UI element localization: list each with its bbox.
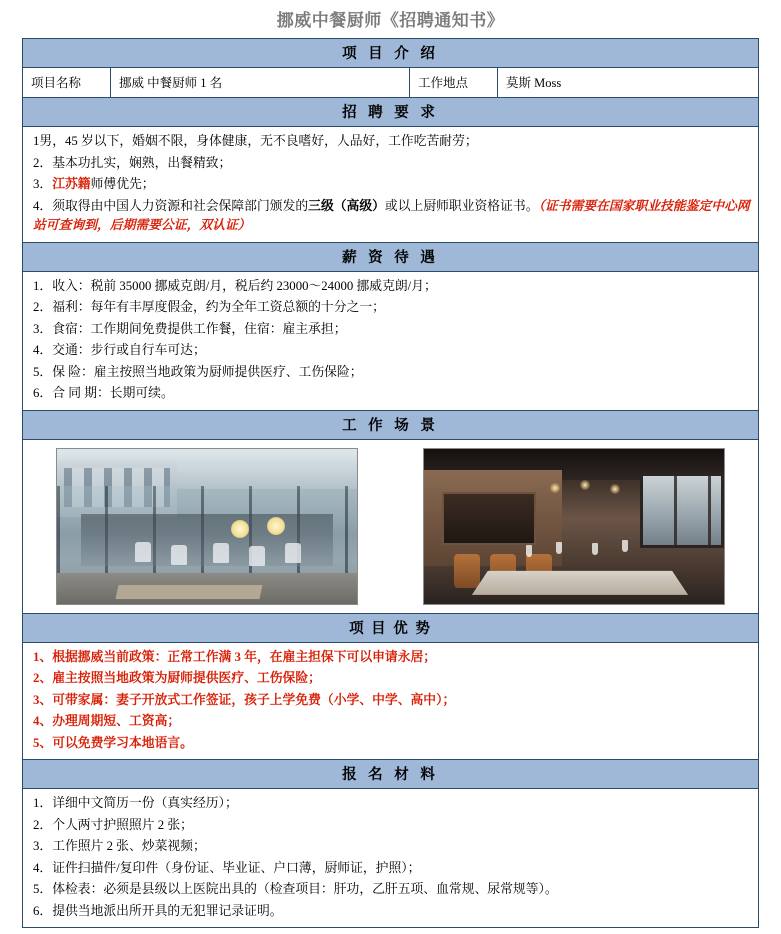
project-intro-row [23, 68, 758, 98]
advantage-line-4: 4、办理周期短、工资高； [33, 714, 181, 728]
section-heading-workplace: 工 作 场 景 [23, 411, 758, 440]
advantage-line-1: 1、根据挪威当前政策：正常工作满 3 年，在雇主担保下可以申请永居； [33, 649, 437, 664]
material-line-1: 1．详细中文简历一份（真实经历）； [33, 796, 238, 810]
requirement-line-1: 1男，45 岁以下，婚姻不限，身体健康，无不良嗜好，人品好，工作吃苦耐劳； [33, 134, 478, 148]
restaurant-interior-photo [423, 448, 725, 605]
requirement-line-4-prefix: 4．须取得由中国人力资源和社会保障部门颁发的 [33, 198, 309, 213]
document-title: 挪威中餐厨师《招聘通知书》 [276, 11, 505, 30]
requirement-line-3-highlight: 江苏籍 [52, 177, 91, 191]
cafe-exterior-photo [56, 448, 358, 605]
ceiling-light-icon [580, 480, 590, 490]
pendant-lamp-icon [231, 520, 249, 538]
wine-glass [526, 545, 532, 557]
wine-glass [622, 540, 628, 552]
chair-shape [213, 543, 229, 563]
material-line-2: 2．个人两寸护照照片 2 张； [33, 817, 193, 832]
field-label-project-name: 项目名称 [23, 68, 111, 97]
advantages-block [23, 643, 758, 761]
materials-block [23, 789, 758, 928]
field-value-project-name: 挪威 中餐厨师 1 名 [111, 68, 410, 97]
requirement-line-4 [29, 196, 752, 237]
requirement-line-4-note: （证书需要在国家职业技能鉴定中心网站可查询到，后期需要公证，双认证） [33, 198, 750, 232]
requirements-block [23, 127, 758, 243]
wine-glass [556, 542, 562, 554]
material-line-5: 5．体检表：必须是县级以上医院出具的（检查项目：肝功，乙肝五项、血常规、尿常规等）。 [33, 882, 558, 896]
salary-line-4: 4．交通：步行或自行车可达； [33, 343, 206, 357]
requirement-line-4-level: 三级（高级） [308, 198, 385, 213]
salary-line-1: 1．收入：税前 35000 挪威克朗/月，税后约 23000～24000 挪威克朗/月； [33, 278, 437, 293]
section-heading-requirements: 招 聘 要 求 [23, 98, 758, 127]
wine-glass [592, 543, 598, 555]
workplace-photos [23, 440, 758, 614]
pendant-lamp-icon [267, 517, 285, 535]
ceiling-light-icon [550, 483, 560, 493]
salary-line-6: 6．合 同 期：长期可续。 [33, 386, 174, 400]
chair-shape [249, 546, 265, 566]
requirement-line-2: 2．基本功扎实，娴熟，出餐精致； [33, 155, 232, 170]
material-line-3: 3．工作照片 2 张、炒菜视频； [33, 839, 206, 853]
salary-block [23, 272, 758, 411]
salary-line-5: 5．保 险：雇主按照当地政策为厨师提供医疗、工伤保险； [33, 364, 363, 379]
requirement-line-3-prefix: 3． [33, 177, 53, 191]
advantage-line-5: 5、可以免费学习本地语言。 [33, 735, 193, 750]
field-value-work-location: 莫斯 Moss [506, 76, 562, 90]
entrance-mat [115, 585, 262, 599]
requirement-line-4-mid: 或以上厨师职业资格证书。 [384, 198, 539, 213]
section-heading-salary: 薪 资 待 遇 [23, 243, 758, 272]
section-heading-project-intro: 项 目 介 绍 [23, 39, 758, 68]
requirement-line-3-suffix: 师傅优先； [90, 177, 155, 191]
chair-shape [135, 542, 151, 562]
salary-line-3: 3．食宿：工作期间免费提供工作餐，住宿：雇主承担； [33, 321, 347, 336]
long-dining-table [472, 570, 688, 594]
material-line-4: 4．证件扫描件/复印件（身份证、毕业证、户口薄，厨师证，护照）； [33, 860, 421, 875]
section-heading-advantages: 项 目 优 势 [23, 614, 758, 643]
chair-shape [171, 545, 187, 565]
window-area [640, 473, 724, 547]
wall-art-panel [442, 492, 536, 546]
advantage-line-2: 2、雇主按照当地政策为厨师提供医疗、工伤保险； [33, 671, 321, 685]
document-table [22, 38, 759, 928]
footer-spacer [0, 928, 781, 934]
material-line-6: 6．提供当地派出所开具的无犯罪记录证明。 [33, 903, 283, 918]
requirement-line-3 [29, 174, 752, 196]
dining-chair [454, 554, 480, 588]
section-heading-materials: 报 名 材 料 [23, 760, 758, 789]
advantage-line-3: 3、可带家属：妻子开放式工作签证，孩子上学免费（小学、中学、高中）； [33, 692, 456, 707]
salary-line-2: 2．福利：每年有丰厚度假金，约为全年工资总额的十分之一； [33, 300, 385, 314]
field-label-work-location: 工作地点 [410, 68, 498, 97]
ceiling-light-icon [610, 484, 620, 494]
chair-shape [285, 543, 301, 563]
